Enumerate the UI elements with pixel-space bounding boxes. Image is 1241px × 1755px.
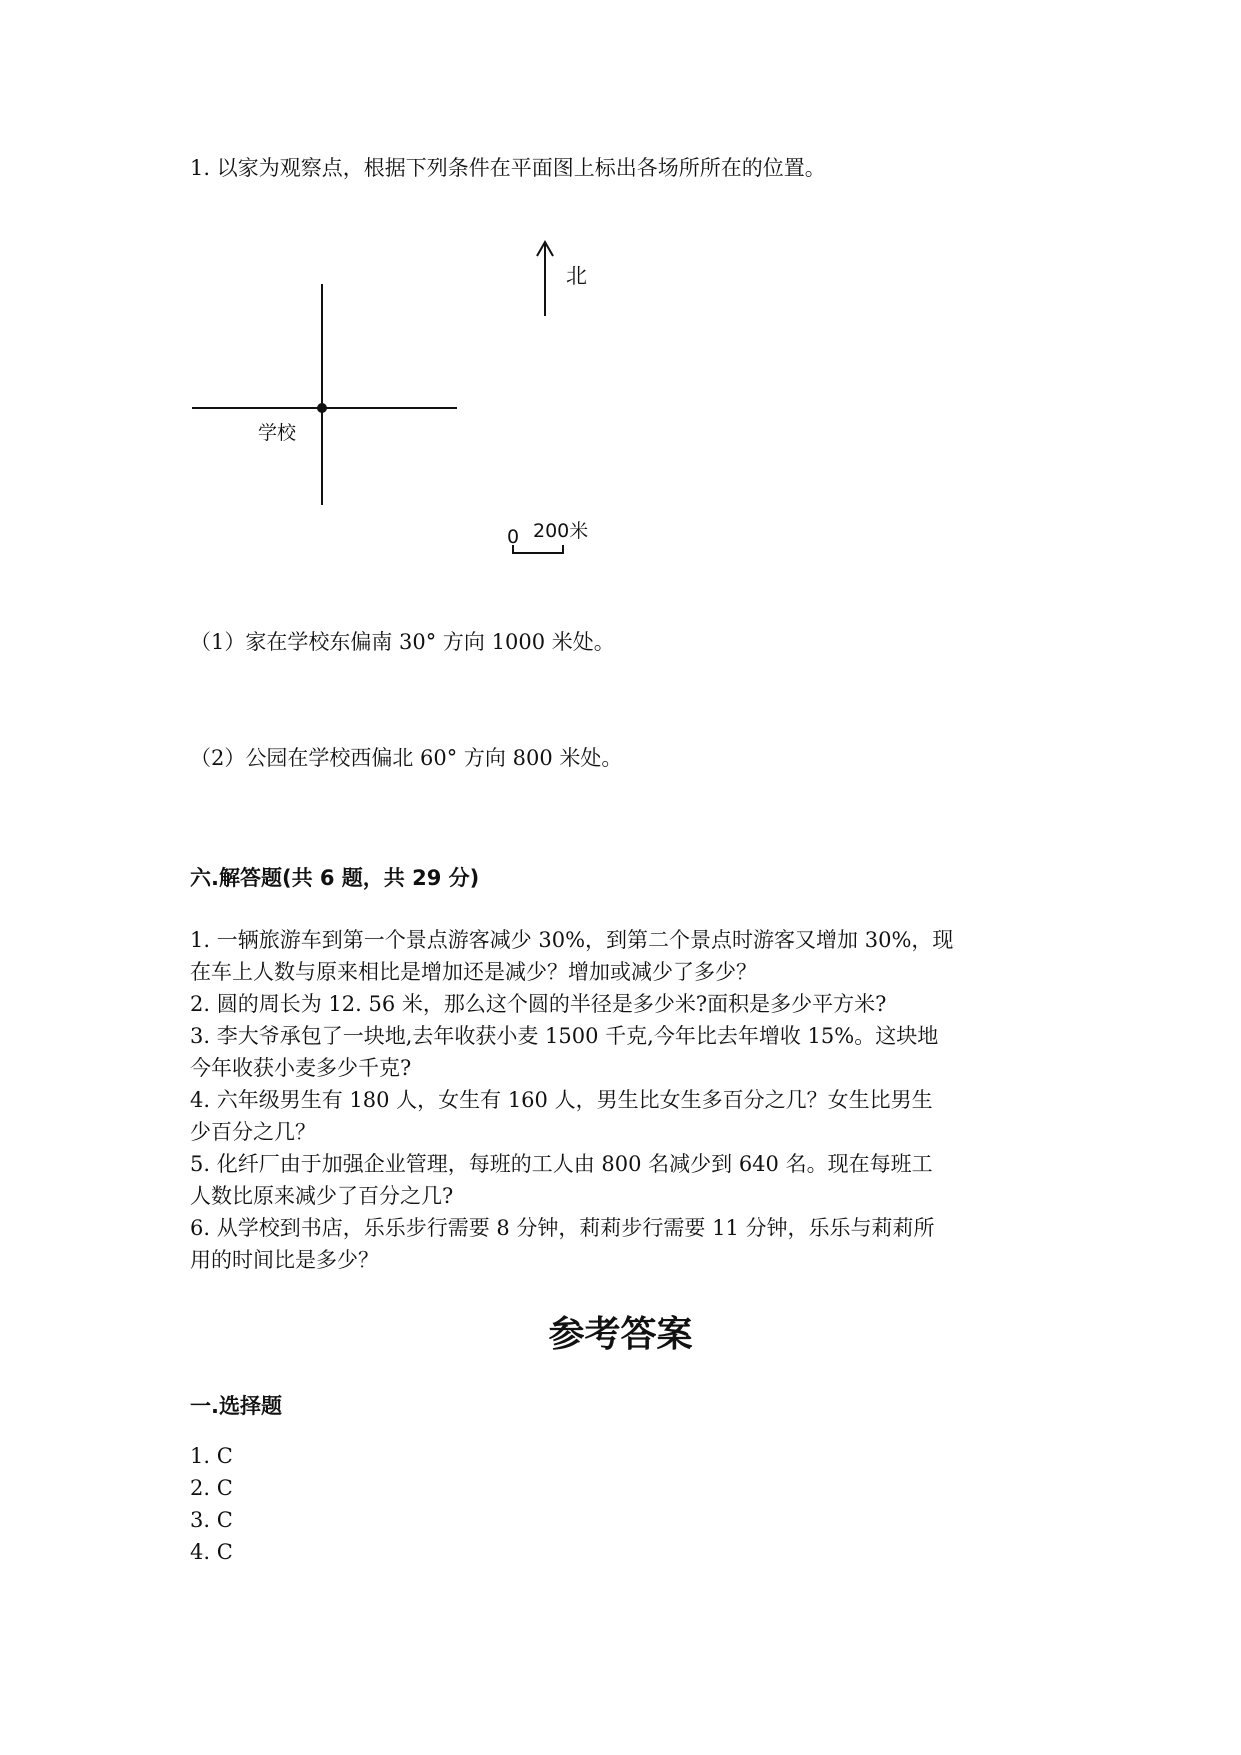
direction-diagram	[0, 0, 1241, 600]
north-arrow-icon	[537, 242, 553, 316]
answer-item: 1. C	[190, 1444, 233, 1468]
answer-item: 3. C	[190, 1508, 233, 1532]
section6-line: 6. 从学校到书店，乐乐步行需要 8 分钟，莉莉步行需要 11 分钟，乐乐与莉莉所	[190, 1216, 935, 1240]
sub-question-2: （2）公园在学校西偏北 60° 方向 800 米处。	[190, 746, 623, 770]
school-point	[317, 403, 327, 413]
sub-question-1: （1）家在学校东偏南 30° 方向 1000 米处。	[190, 630, 615, 654]
section6-line: 少百分之几？	[190, 1120, 316, 1144]
section6-title: 六.解答题(共 6 题，共 29 分)	[190, 866, 480, 890]
scale-label: 200米	[533, 520, 589, 542]
north-label: 北	[566, 264, 587, 288]
answer-item: 4. C	[190, 1540, 233, 1564]
section6-line: 人数比原来减少了百分之几?	[190, 1184, 454, 1208]
question-intro: 1. 以家为观察点，根据下列条件在平面图上标出各场所所在的位置。	[190, 156, 826, 180]
answer-item: 2. C	[190, 1476, 233, 1500]
answers-section1-title: 一.选择题	[190, 1394, 282, 1418]
section6-line: 4. 六年级男生有 180 人，女生有 160 人，男生比女生多百分之几？女生比男生	[190, 1088, 933, 1112]
section6-line: 今年收获小麦多少千克?	[190, 1056, 412, 1080]
school-label: 学校	[258, 422, 297, 444]
section6-line: 1. 一辆旅游车到第一个景点游客减少 30%，到第二个景点时游客又增加 30%，现	[190, 928, 954, 952]
section6-line: 5. 化纤厂由于加强企业管理，每班的工人由 800 名减少到 640 名。现在每班工	[190, 1152, 933, 1176]
scale-bar	[513, 545, 563, 554]
section6-line: 在车上人数与原来相比是增加还是减少？增加或减少了多少？	[190, 960, 757, 984]
section6-line: 2. 圆的周长为 12. 56 米，那么这个圆的半径是多少米?面积是多少平方米?	[190, 992, 887, 1016]
section6-line: 用的时间比是多少？	[190, 1248, 379, 1272]
answers-title: 参考答案	[548, 1314, 693, 1355]
section6-line: 3. 李大爷承包了一块地,去年收获小麦 1500 千克,今年比去年增收 15%。这块地	[190, 1024, 939, 1048]
scale-zero-label: 0	[507, 526, 520, 548]
